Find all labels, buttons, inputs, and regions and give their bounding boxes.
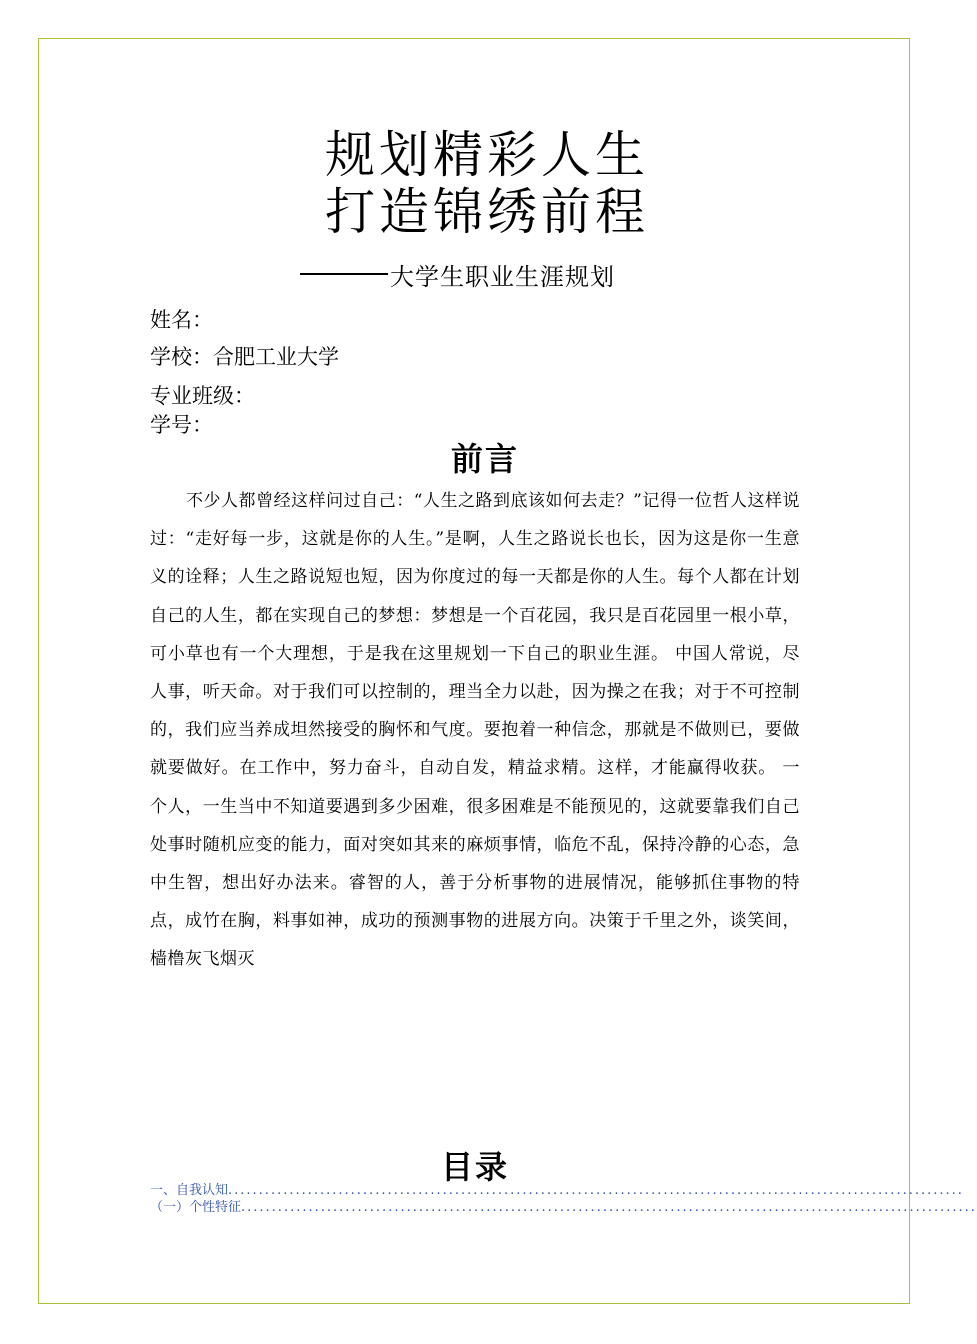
- info-name: 姓名：: [150, 308, 213, 332]
- info-student-id: 学号：: [150, 413, 213, 437]
- cover-subtitle: [300, 262, 615, 292]
- toc-dot-leader: ........................................................................................................................: [241, 1200, 977, 1215]
- toc-dot-leader: ........................................................................................................................: [228, 1183, 964, 1198]
- preface-heading: 前言: [450, 440, 519, 478]
- preface-body: 不少人都曾经这样问过自己：“人生之路到底该如何去走？”记得一位哲人这样说过：“走好每一步，这就是你的人生。”是啊，人生之路说长也长，因为这是你一生意义的诠释；人生之路说短也短，因为你度过的每一天都是你的人生。每个人都在计划自己的人生，都在实现自己的梦想：梦想是一个百花园，我只是百花园里一根小草，可小草也有一个大理想，于是我在这里规划一下自己的职业生涯。 中国人常说，尽人事，听天命。对于我们可以控制的，理当全力以赴，因为操之在我；对于不可控制的，我们应当养成坦然接受的胸怀和气度。要抱着一种信念，那就是不做则已，要做就要做好。在工作中，努力奋斗，自动自发，精益求精。这样，才能赢得收获。 一个人，一生当中不知道要遇到多少困难，很多困难是不能预见的，这就要靠我们自己处事时随机应变的能力，面对突如其来的麻烦事情，临危不乱，保持冷静的心态，急中生智，想出好办法来。睿智的人，善于分析事物的进展情况，能够抓住事物的特点，成竹在胸，料事如神，成功的预测事物的进展方向。决策于千里之外，谈笑间，樯橹灰飞烟灭: [150, 491, 800, 970]
- toc-item-label: 一、自我认知: [150, 1183, 229, 1198]
- subtitle-dash: [300, 273, 388, 275]
- toc-heading: 目录: [440, 1148, 509, 1186]
- table-of-contents: [150, 1182, 977, 1216]
- info-school: 学校：合肥工业大学: [150, 345, 339, 369]
- info-major-class: 专业班级：: [150, 384, 255, 408]
- cover-subtitle-text: 大学生职业生涯规划: [390, 263, 615, 291]
- toc-item[interactable]: [150, 1199, 977, 1216]
- toc-item-label: （一）个性特征: [150, 1200, 242, 1215]
- cover-title-line-2: 打造锦绣前程: [325, 183, 649, 241]
- cover-title-line-1: 规划精彩人生: [325, 126, 649, 184]
- toc-item[interactable]: [150, 1182, 964, 1199]
